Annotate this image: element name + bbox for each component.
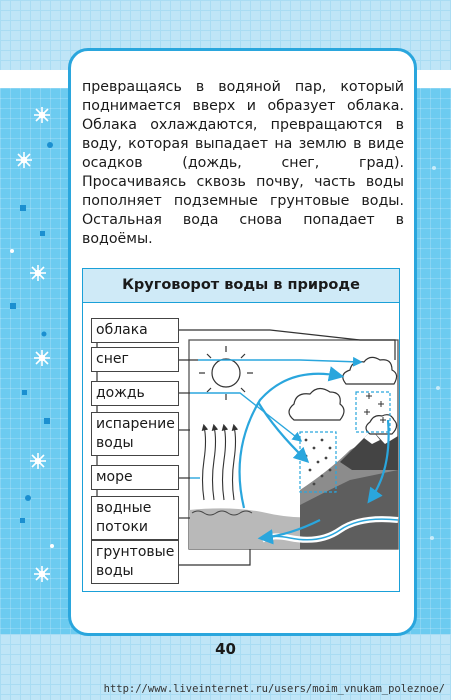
label-evaporation: испарение воды bbox=[91, 412, 179, 456]
label-sea: море bbox=[91, 465, 179, 490]
page-number: 40 bbox=[215, 640, 236, 658]
label-snow: снег bbox=[91, 347, 179, 372]
body-paragraph: превращаясь в водяной пар, который поднимается вверх и образует облака. Облака охлаждаются, превращаются в воду, которая выпадает на землю в виде осадков (дождь, снег, град). Просачиваясь сквозь почву, часть воды пополняет подземные грунтовые воды. Остальная вода снова попадает в водоёмы. bbox=[82, 79, 404, 247]
footer-url[interactable]: http://www.liveinternet.ru/users/moim_vnukam_poleznoe/ bbox=[103, 683, 445, 695]
label-clouds: облака bbox=[91, 318, 179, 343]
label-rain: дождь bbox=[91, 381, 179, 406]
label-water-streams: водные потоки bbox=[91, 496, 179, 540]
label-groundwater: грунтовые воды bbox=[91, 540, 179, 584]
section-title: Круговорот воды в природе bbox=[83, 269, 399, 303]
